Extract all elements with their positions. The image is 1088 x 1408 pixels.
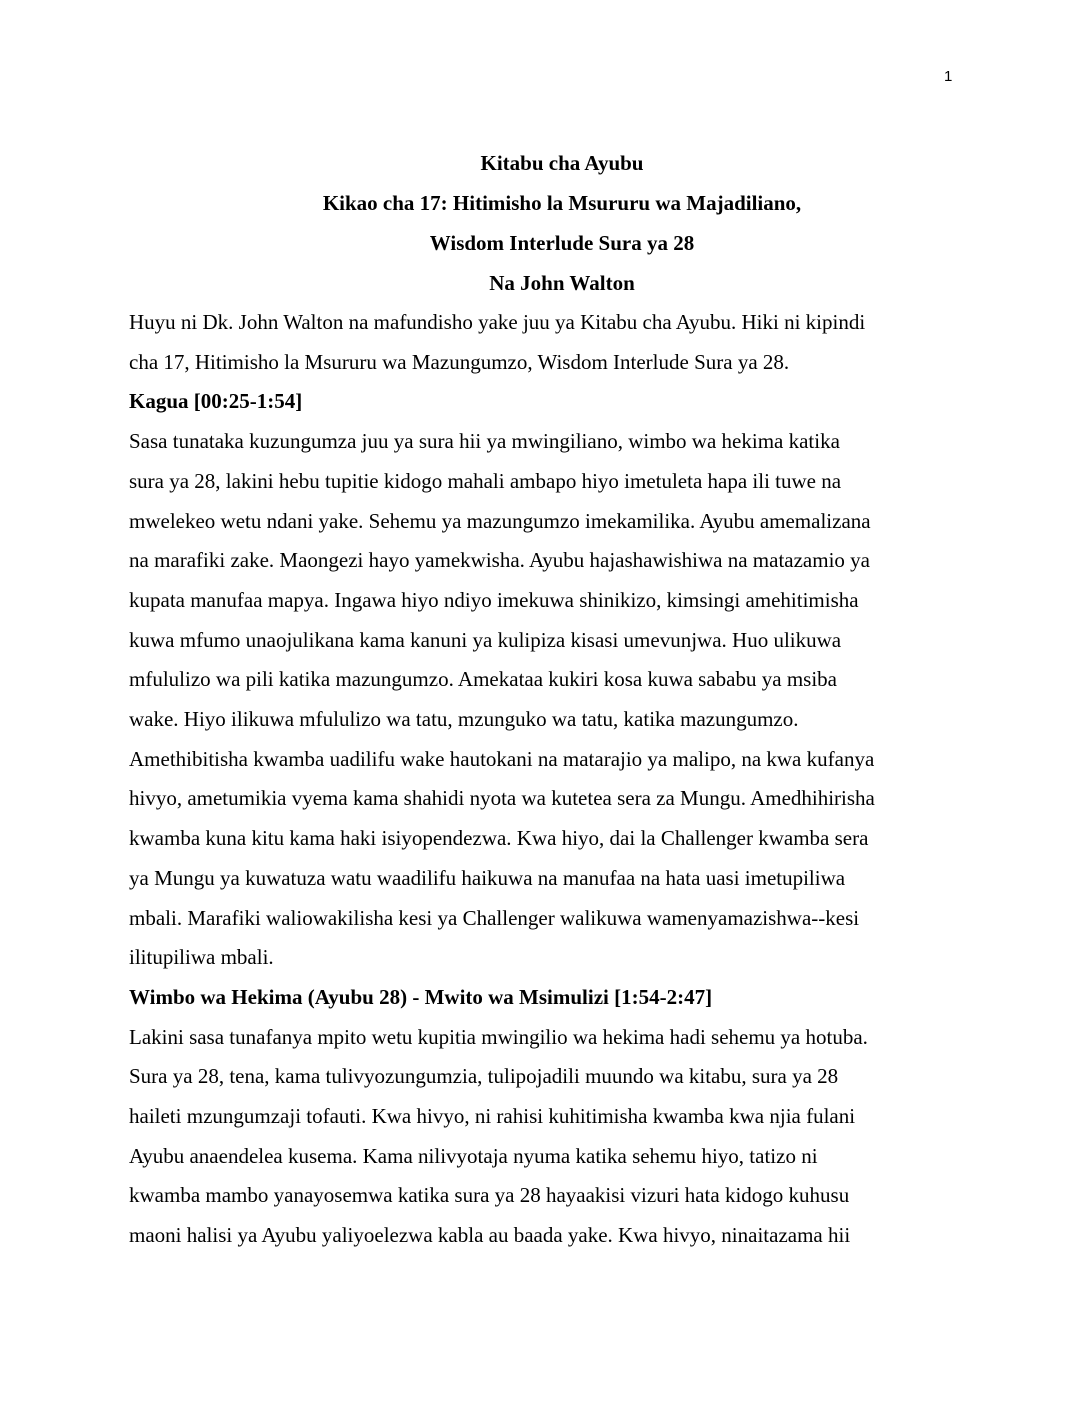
- paragraph-line: mfululizo wa pili katika mazungumzo. Amekataa kukiri kosa kuwa sababu ya msiba: [129, 667, 837, 692]
- paragraph-line: Ayubu anaendelea kusema. Kama nilivyotaja nyuma katika sehemu hiyo, tatizo ni: [129, 1143, 818, 1168]
- paragraph-line: Sura ya 28, tena, kama tulivyozungumzia, tulipojadili muundo wa kitabu, sura ya 28: [129, 1064, 839, 1089]
- section-kagua-paragraph: [129, 422, 955, 978]
- section-heading-kagua: Kagua [00:25-1:54]: [129, 389, 303, 414]
- book-title: Kitabu cha Ayubu: [480, 151, 644, 175]
- session-subtitle: Wisdom Interlude Sura ya 28: [429, 231, 695, 255]
- paragraph-line: ilitupiliwa mbali.: [129, 945, 274, 970]
- intro-line: cha 17, Hitimisho la Msururu wa Mazungumzo, Wisdom Interlude Sura ya 28.: [129, 349, 790, 374]
- paragraph-line: mbali. Marafiki waliowakilisha kesi ya Challenger walikuwa wamenyamazishwa--kesi: [129, 905, 860, 930]
- paragraph-line: hivyo, ametumikia vyema kama shahidi nyota wa kutetea sera za Mungu. Amedhihirisha: [129, 786, 875, 811]
- paragraph-line: wake. Hiyo ilikuwa mfululizo wa tatu, mzunguko wa tatu, katika mazungumzo.: [129, 707, 799, 732]
- paragraph-line: mwelekeo wetu ndani yake. Sehemu ya mazungumzo imekamilika. Ayubu amemalizana: [129, 508, 871, 533]
- title-block: [129, 143, 955, 303]
- paragraph-line: Amethibitisha kwamba uadilifu wake hautokani na matarajio ya malipo, na kwa kufanya: [129, 746, 875, 771]
- intro-line: Huyu ni Dk. John Walton na mafundisho yake juu ya Kitabu cha Ayubu. Hiki ni kipindi: [129, 310, 866, 334]
- paragraph-line: ya Mungu ya kuwatuza watu waadilifu haikuwa na manufaa na hata uasi imetupiliwa: [129, 865, 846, 890]
- paragraph-line: kuwa mfumo unaojulikana kama kanuni ya kulipiza kisasi umevunjwa. Huo ulikuwa: [129, 627, 842, 652]
- section-wimbo-paragraph: [129, 1018, 955, 1256]
- paragraph-line: haileti mzungumzaji tofauti. Kwa hivyo, ni rahisi kuhitimisha kwamba kwa njia fulani: [129, 1104, 856, 1129]
- session-title: Kikao cha 17: Hitimisho la Msururu wa Majadiliano,: [322, 191, 802, 215]
- paragraph-line: Sasa tunataka kuzungumza juu ya sura hii ya mwingiliano, wimbo wa hekima katika: [129, 429, 840, 454]
- section-heading-wimbo: Wimbo wa Hekima (Ayubu 28) - Mwito wa Msimulizi [1:54-2:47]: [129, 984, 713, 1009]
- page-number: 1: [944, 68, 953, 85]
- intro-paragraph: [129, 303, 955, 382]
- document-body: [129, 143, 955, 1256]
- paragraph-line: kupata manufaa mapya. Ingawa hiyo ndiyo imekuwa shinikizo, kimsingi amehitimisha: [129, 587, 859, 612]
- author-line: Na John Walton: [489, 271, 635, 295]
- paragraph-line: kwamba mambo yanayosemwa katika sura ya 28 hayaakisi vizuri hata kidogo kuhusu: [129, 1183, 850, 1208]
- paragraph-line: maoni halisi ya Ayubu yaliyoelezwa kabla au baada yake. Kwa hivyo, ninaitazama hii: [129, 1223, 851, 1248]
- paragraph-line: Lakini sasa tunafanya mpito wetu kupitia mwingilio wa hekima hadi sehemu ya hotuba.: [129, 1024, 868, 1049]
- paragraph-line: kwamba kuna kitu kama haki isiyopendezwa. Kwa hiyo, dai la Challenger kwamba sera: [129, 826, 869, 851]
- paragraph-line: na marafiki zake. Maongezi hayo yamekwisha. Ayubu hajashawishiwa na matazamio ya: [129, 548, 870, 573]
- paragraph-line: sura ya 28, lakini hebu tupitie kidogo mahali ambapo hiyo imetuleta hapa ili tuwe na: [129, 468, 842, 493]
